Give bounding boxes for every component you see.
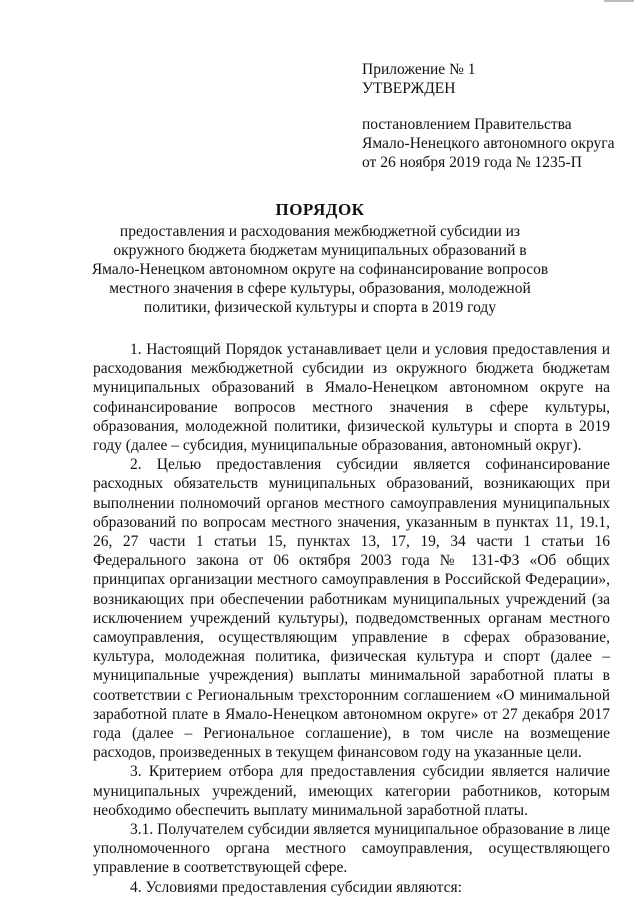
approval-line: постановлением Правительства bbox=[362, 116, 572, 133]
document-subtitle: предоставления и расходования межбюджетной субсидии из окружного бюджета бюджетам муниципальных образований в Ямало-Ненецком автономном округе на софинансирование вопросов местного значения в сфере культуры, образования, молодежной политики, физической культуры и спорта в 2019 году bbox=[91, 223, 549, 316]
approved-label: УТВЕРЖДЕН bbox=[362, 80, 456, 97]
paragraph: 3. Критерием отбора для предоставления субсидии является наличие муниципальных учреждений, имеющих категории работников, которым необходимо обеспечить выплату минимальной заработной платы. bbox=[93, 763, 610, 819]
approval-line: от 26 ноября 2019 года № 1235-П bbox=[362, 154, 582, 171]
appendix-label: Приложение № 1 bbox=[362, 61, 476, 78]
approval-line: Ямало-Ненецкого автономного округа bbox=[362, 135, 615, 152]
paragraph: 1. Настоящий Порядок устанавливает цели и условия предоставления и расходования межбюджетной субсидии из окружного бюджета бюджетам муниципальных образований в Ямало-Ненецком автономном округе на софинансирование вопросов местного значения в сфере культуры, образования, молодежной политики, физической культуры и спорта в 2019 году (далее – субсидия, муниципальные образования, автономный округ). bbox=[93, 341, 610, 455]
scan-mark bbox=[604, 0, 634, 2]
paragraph: 2. Целью предоставления субсидии является софинансирование расходных обязательств муниципальных образований, возникающих при выполнении полномочий органов местного самоуправления муниципальных образований по вопросам местного значения, указанным в пунктах 11, 19.1, 26, 27 части 1 статьи 15, пунктах 13, 17, 19, 34 части 1 статьи 16 Федерального закона от 06 октября 2003 года № 131-ФЗ «Об общих принципах организации местного самоуправления в Российской Федерации», возникающих при обеспечении работникам муниципальных учреждений (за исключением учреждений культуры), подведомственных органам местного самоуправления, осуществляющим управление в сферах образование, культура, молодежная политика, физическая культура и спорт (далее – муниципальные учреждения) выплаты минимальной заработной платы в соответствии с Региональным трехсторонним соглашением «О минимальной заработной плате в Ямало-Ненецком автономном округе» от 27 декабря 2017 года (далее – Региональное соглашение), в том числе на возмещение расходов, произведенных в текущем финансовом году на указанные цели. bbox=[93, 456, 610, 762]
paragraph: 4. Условиями предоставления субсидии являются: bbox=[130, 878, 462, 896]
paragraph: 3.1. Получателем субсидии является муниципальное образование в лице уполномоченного органа местного самоуправления, осуществляющего управление в соответствующей сфере. bbox=[93, 821, 610, 877]
document-body bbox=[93, 340, 610, 897]
approval-block bbox=[362, 60, 614, 172]
document-title: ПОРЯДОК bbox=[275, 200, 365, 219]
